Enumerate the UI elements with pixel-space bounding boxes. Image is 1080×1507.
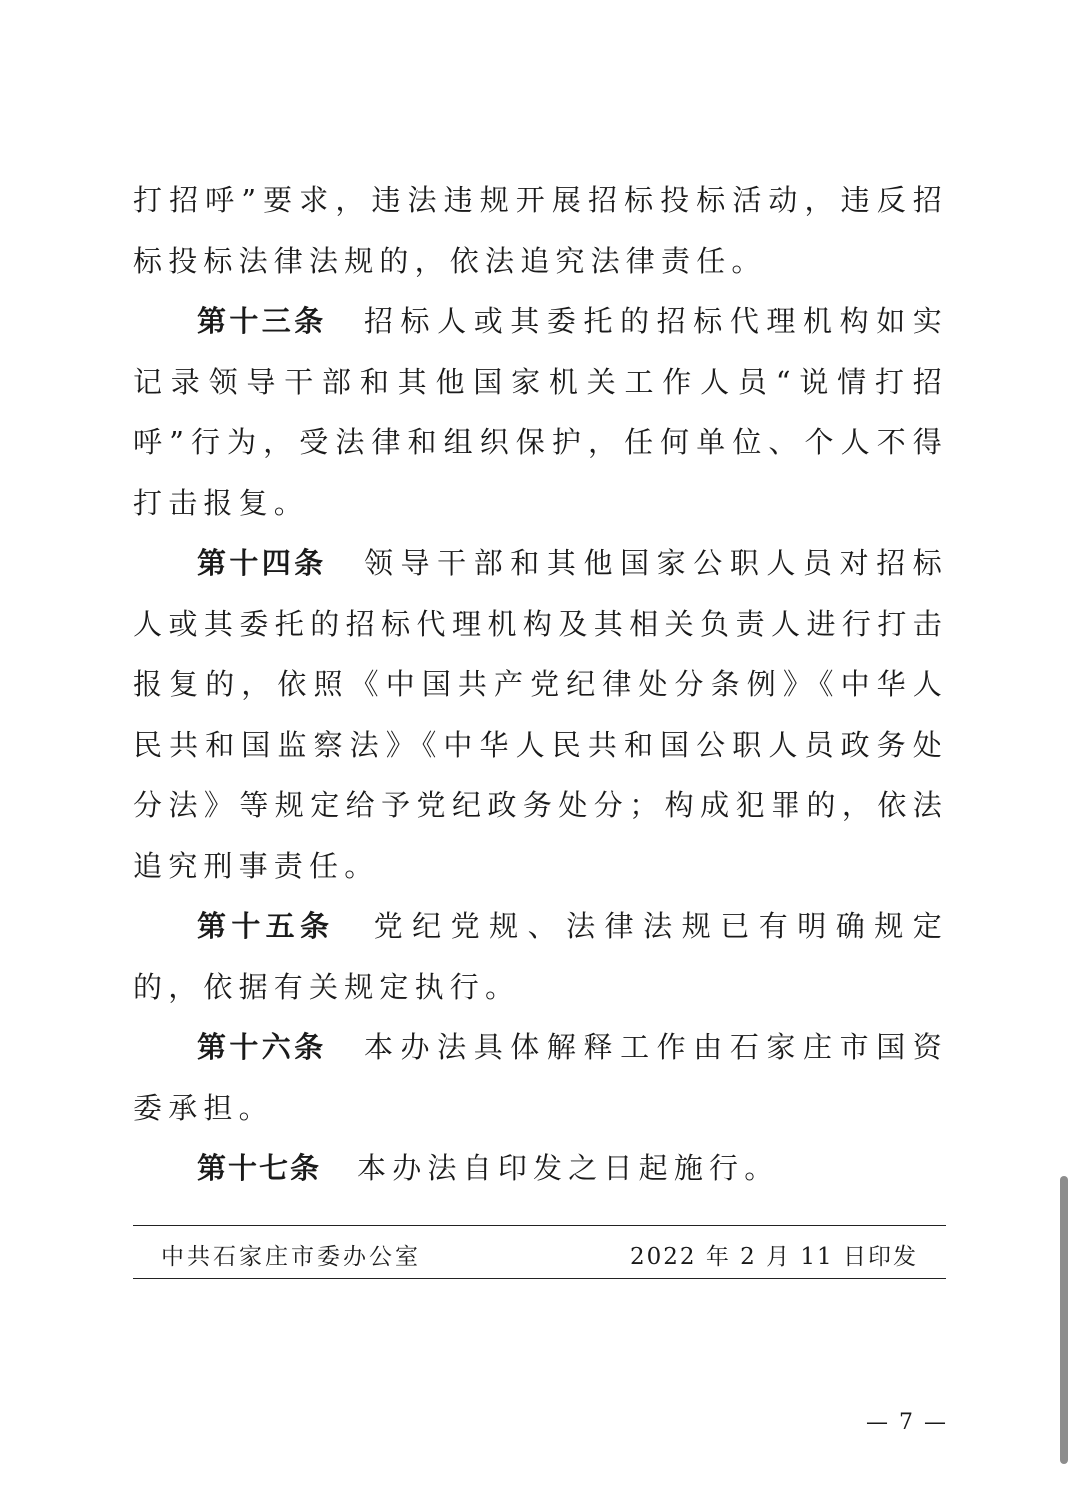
imprint-organization: 中共石家庄市委办公室 bbox=[161, 1244, 421, 1270]
article-16 bbox=[133, 1017, 948, 1138]
article-14 bbox=[133, 533, 948, 896]
article-17 bbox=[133, 1138, 948, 1199]
article-heading: 第十六条 bbox=[197, 1030, 327, 1064]
article-heading: 第十三条 bbox=[197, 304, 327, 338]
article-text: 党纪党规、法律法规已有明确规定的，依据有关规定执行。 bbox=[133, 909, 948, 1004]
document-body bbox=[133, 170, 948, 1199]
article-text: 本办法自印发之日起施行。 bbox=[357, 1151, 780, 1185]
imprint-date: 2022 年 2 月 11 日印发 bbox=[630, 1244, 918, 1270]
article-heading: 第十七条 bbox=[197, 1151, 322, 1185]
article-text: 招标人或其委托的招标代理机构如实记录领导干部和其他国家机关工作人员“说情打招呼”行为，受法律和组织保护，任何单位、个人不得打击报复。 bbox=[133, 304, 948, 520]
imprint-block bbox=[133, 1225, 946, 1279]
paragraph-continuation bbox=[133, 170, 948, 291]
scrollbar-thumb[interactable] bbox=[1060, 1176, 1068, 1464]
article-13 bbox=[133, 291, 948, 533]
article-heading: 第十四条 bbox=[197, 546, 327, 580]
article-text: 领导干部和其他国家公职人员对招标人或其委托的招标代理机构及其相关负责人进行打击报复的，依照《中国共产党纪律处分条例》《中华人民共和国监察法》《中华人民共和国公职人员政务处分法》等规定给予党纪政务处分；构成犯罪的，依法追究刑事责任。 bbox=[133, 546, 948, 883]
page-number: — 7 — bbox=[866, 1410, 948, 1435]
article-text: 本办法具体解释工作由石家庄市国资委承担。 bbox=[133, 1030, 948, 1125]
article-heading: 第十五条 bbox=[197, 909, 335, 943]
article-15 bbox=[133, 896, 948, 1017]
paragraph-text: 打招呼”要求，违法违规开展招标投标活动，违反招标投标法律法规的，依法追究法律责任。 bbox=[133, 183, 948, 278]
